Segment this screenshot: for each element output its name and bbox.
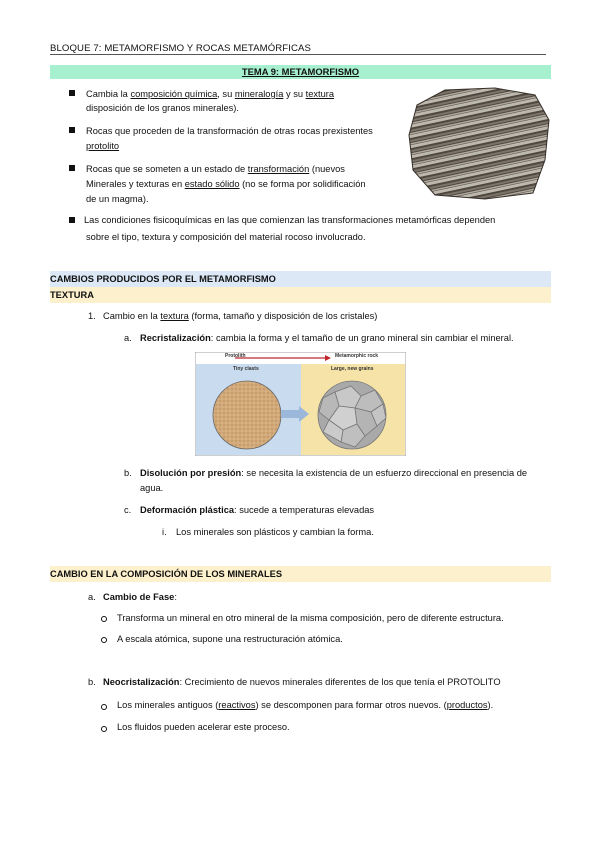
bullet-4-line-1: Las condiciones fisicoquímicas en las que comienzan las transformaciones metamórficas dependen	[84, 215, 496, 225]
bullet-circle	[101, 616, 107, 622]
bullet-3-line-2: Minerales y texturas en estado sólido (no se forma por solidificación	[86, 179, 366, 189]
bullet-2-line-1: Rocas que proceden de la transformación de otras rocas prexistentes	[86, 126, 373, 136]
list-number: 1.	[88, 311, 96, 321]
deformacion-item: Deformación plástica: sucede a temperaturas elevadas	[140, 505, 375, 515]
bullet-circle	[101, 704, 107, 710]
bullet-4-line-2: sobre el tipo, textura y composición del material rocoso involucrado.	[86, 232, 366, 242]
bullet-2-line-2: protolito	[86, 141, 120, 151]
gneiss-rock-image	[405, 85, 551, 202]
list-roman: i.	[162, 527, 167, 537]
neocristalizacion-point-2: Los fluidos pueden acelerar este proceso.	[117, 722, 290, 732]
figure-right-sub: Large, new grains	[331, 366, 374, 372]
section-title-composicion: CAMBIO EN LA COMPOSICIÓN DE LOS MINERALES	[50, 566, 551, 582]
cambio-fase-point-1: Transforma un mineral en otro mineral de la misma composición, pero de diferente estructura.	[117, 613, 504, 623]
bullet-1-line-1: Cambia la composición química, su mineralogía y su textura	[86, 89, 335, 99]
figure-left-sub: Tiny clasts	[233, 366, 259, 372]
recristalizacion-item: Recristalización: cambia la forma y el tamaño de un grano mineral sin cambiar el mineral.	[140, 333, 514, 343]
tema-title: TEMA 9: METAMORFISMO	[50, 65, 551, 79]
list-letter: b.	[88, 677, 96, 687]
bullet-square	[69, 165, 75, 171]
bullet-1-line-2: disposición de los granos minerales).	[86, 103, 239, 113]
bullet-circle	[101, 726, 107, 732]
textura-item-1: Cambio en la textura (forma, tamaño y disposición de los cristales)	[103, 311, 378, 321]
page-header: BLOQUE 7: METAMORFISMO Y ROCAS METAMÓRFICAS	[50, 43, 312, 54]
figure-right-head: Metamorphic rock	[335, 353, 379, 359]
list-letter: a.	[124, 333, 132, 343]
deformacion-subitem: Los minerales son plásticos y cambian la forma.	[176, 527, 374, 537]
bullet-square	[69, 127, 75, 133]
cambio-fase-point-2: A escala atómica, supone una restructuración atómica.	[117, 634, 343, 644]
list-letter: c.	[124, 505, 132, 515]
list-letter: a.	[88, 592, 96, 602]
header-divider	[50, 54, 546, 55]
figure-left-head: Protolith	[225, 353, 246, 359]
disolucion-item-line-2: agua.	[140, 483, 164, 493]
disolucion-item: Disolución por presión: se necesita la existencia de un esfuerzo direccional en presencia de	[140, 468, 528, 478]
cambio-fase-item: Cambio de Fase:	[103, 592, 177, 602]
bullet-3-line-3: de un magma).	[86, 194, 149, 204]
neocristalizacion-point-1: Los minerales antiguos (reactivos) se descomponen para formar otros nuevos. (productos).	[117, 700, 494, 710]
bullet-square	[69, 217, 75, 223]
section-title-textura: TEXTURA	[50, 287, 551, 303]
bullet-square	[69, 90, 75, 96]
section-title-cambios: CAMBIOS PRODUCIDOS POR EL METAMORFISMO	[50, 271, 551, 287]
neocristalizacion-item: Neocristalización: Crecimiento de nuevos minerales diferentes de los que tenía el PROTOLITO	[103, 677, 501, 687]
bullet-3-line-1: Rocas que se someten a un estado de transformación (nuevos	[86, 164, 345, 174]
bullet-circle	[101, 637, 107, 643]
list-letter: b.	[124, 468, 132, 478]
recrystallization-figure	[195, 352, 406, 456]
